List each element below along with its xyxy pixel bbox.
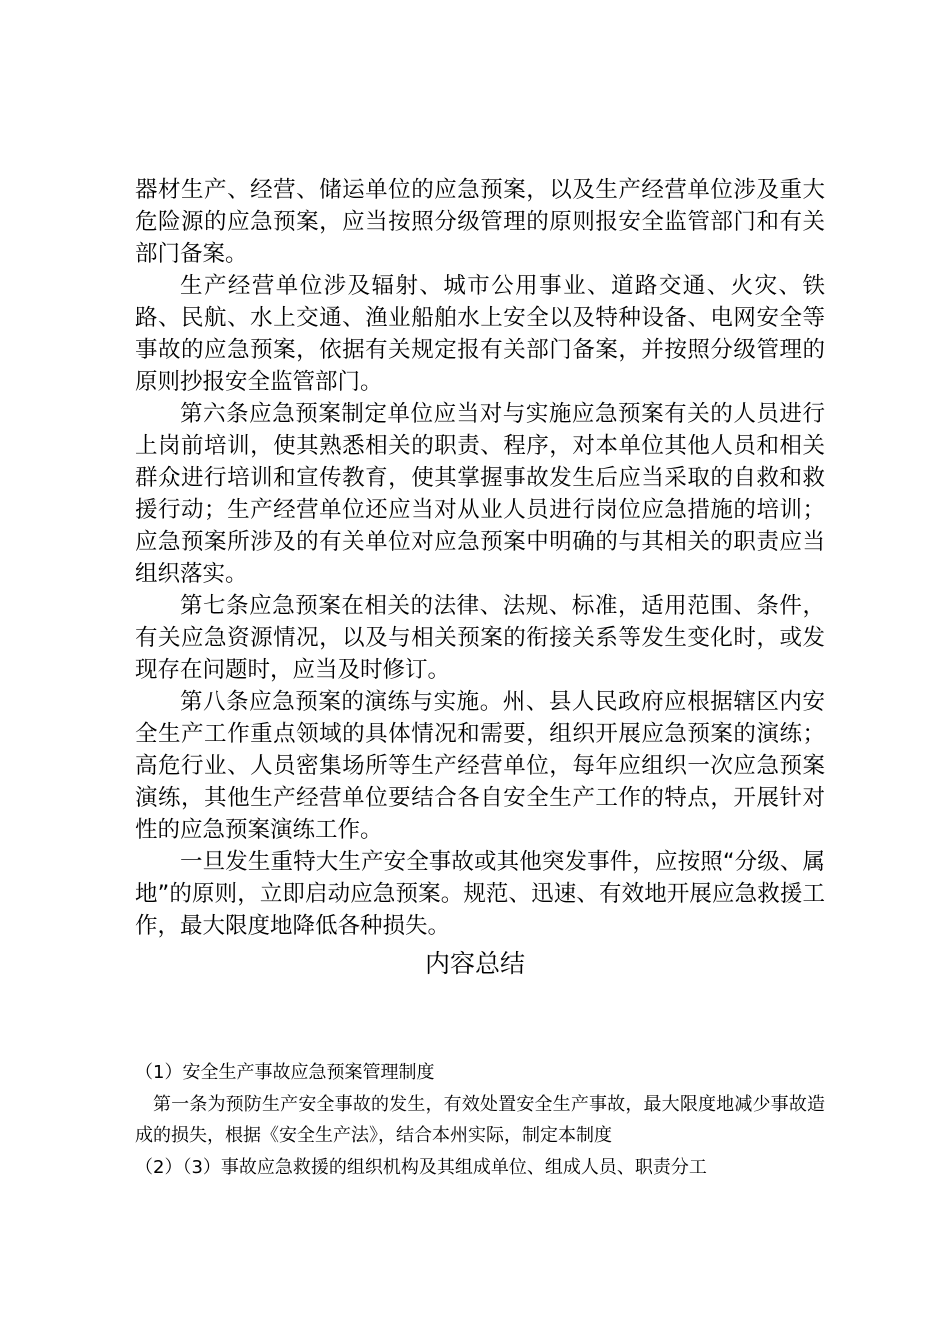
- paragraph-filing-departments: 生产经营单位涉及辐射、城市公用事业、道路交通、火灾、铁路、民航、水上交通、渔业船舶水上安全以及特种设备、电网安全等事故的应急预案，依据有关规定报有关部门备案，并按照分级管理的原则抄报安全监管部门。: [135, 273, 825, 395]
- paragraph-article-7: 第七条应急预案在相关的法律、法规、标准，适用范围、条件，有关应急资源情况，以及与相关预案的衔接关系等发生变化时，或发现存在问题时，应当及时修订。: [135, 593, 825, 683]
- summary-line-1: （1）安全生产事故应急预案管理制度: [135, 1062, 435, 1083]
- summary-line-3: （2）（3）事故应急救援的组织机构及其组成单位、组成人员、职责分工: [135, 1156, 707, 1178]
- paragraph-continuation: 器材生产、经营、储运单位的应急预案，以及生产经营单位涉及重大危险源的应急预案，应当按照分级管理的原则报安全监管部门和有关部门备案。: [135, 177, 825, 267]
- summary-line-2: 第一条为预防生产安全事故的发生，有效处置安全生产事故，最大限度地减少事故造成的损失，根据《安全生产法》，结合本州实际，制定本制度: [135, 1093, 825, 1146]
- summary-heading: 内容总结: [424, 949, 525, 978]
- paragraph-emergency-response: 一旦发生重特大生产安全事故或其他突发事件，应按照“分级、属地”的原则，立即启动应急预案。规范、迅速、有效地开展应急救援工作，最大限度地降低各种损失。: [135, 849, 825, 939]
- paragraph-article-8: 第八条应急预案的演练与实施。州、县人民政府应根据辖区内安全生产工作重点领域的具体情况和需要，组织开展应急预案的演练；高危行业、人员密集场所等生产经营单位，每年应组织一次应急预案演练，其他生产经营单位要结合各自安全生产工作的特点，开展针对性的应急预案演练工作。: [135, 689, 825, 843]
- document-body: [135, 174, 825, 942]
- paragraph-article-6: 第六条应急预案制定单位应当对与实施应急预案有关的人员进行上岗前培训，使其熟悉相关的职责、程序，对本单位其他人员和相关群众进行培训和宣传教育，使其掌握事故发生后应当采取的自救和救援行动；生产经营单位还应当对从业人员进行岗位应急措施的培训；应急预案所涉及的有关单位对应急预案中明确的与其相关的职责应当组织落实。: [135, 401, 825, 587]
- summary-section: [135, 1057, 825, 1183]
